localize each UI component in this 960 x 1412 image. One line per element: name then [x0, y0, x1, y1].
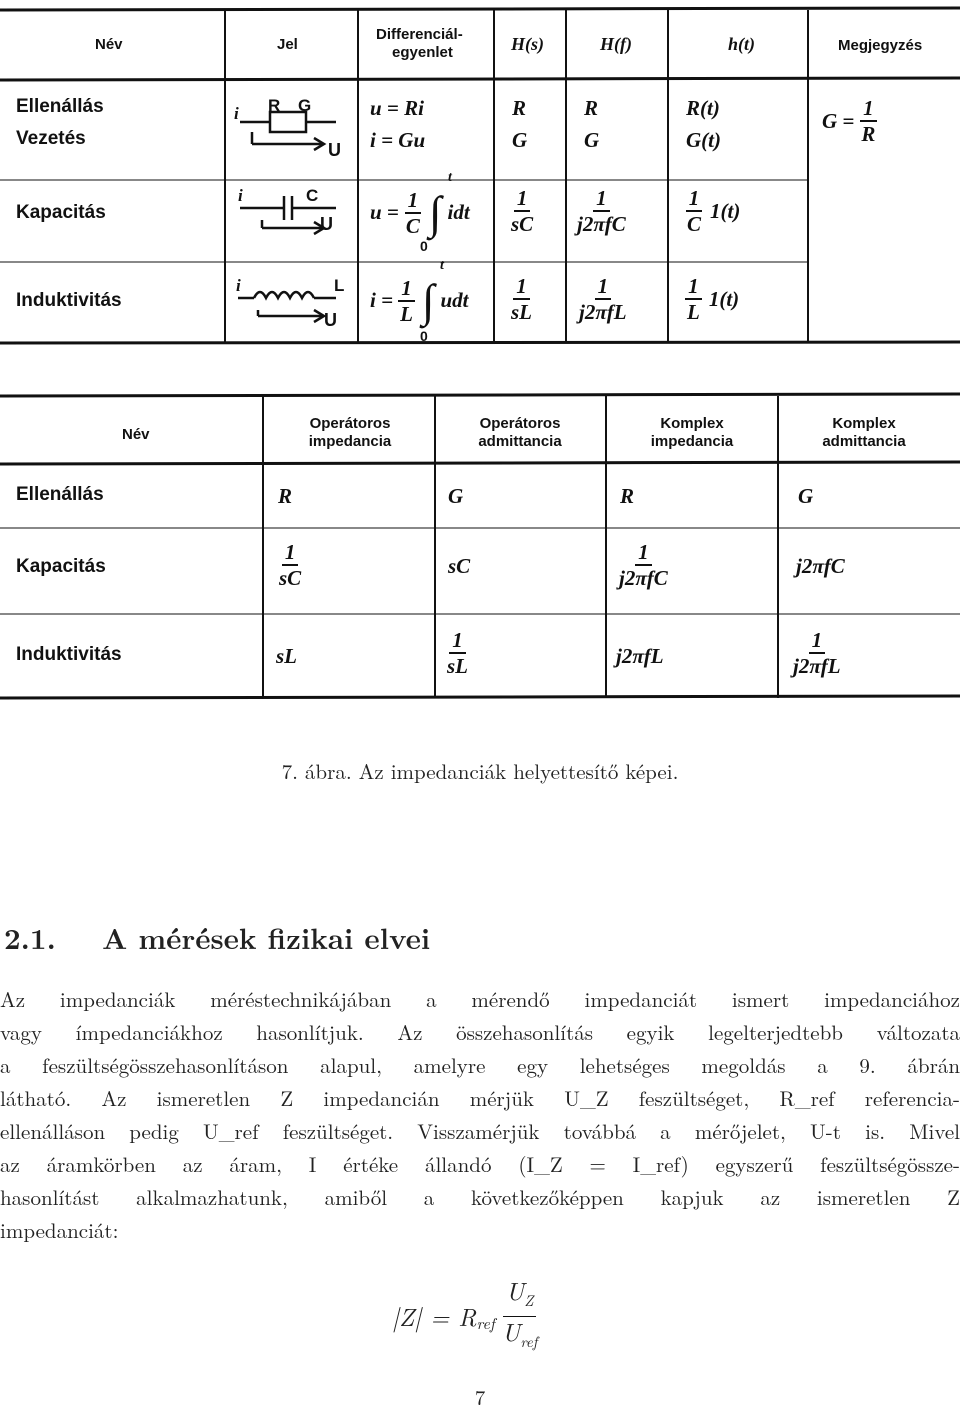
paragraph-line-5: ellenálláson pedig U_ref feszültséget. Visszamérjük továbbá a mérőjelet, U-t is. Mivel [0, 1116, 960, 1146]
t1-row1-hf1: R [584, 96, 599, 120]
t1-row3-hf-num: 1 [595, 274, 612, 300]
t1-row3-hs-den: sL [511, 300, 532, 324]
t1-row3-integral-icon: ∫ [421, 275, 435, 326]
t1-row3-eq-body: udt [440, 288, 469, 312]
t2-row2-c1-num: 1 [282, 540, 299, 566]
t1-row1-name2: Vezetés [16, 128, 86, 149]
t1-header-diffeq-2: egyenlet [392, 44, 453, 61]
t1-row3-eq [370, 274, 469, 327]
t1-header-name: Név [95, 36, 123, 53]
t1-header-ht: h(t) [728, 34, 755, 54]
paragraph-line-3: a feszültségösszehasonlításon alapul, amelyre egy lehetséges megoldás a 9. ábrán [0, 1050, 960, 1080]
display-equation [392, 1273, 540, 1357]
t1-header-diffeq-1: Differenciál- [376, 26, 463, 43]
t1-row1-hs1: R [512, 96, 527, 120]
table-1-grid [0, 0, 960, 360]
t2-row2-c4: j2πfC [796, 554, 845, 578]
t1-row2-name: Kapacitás [16, 202, 106, 223]
t1-row3-eq-num: 1 [398, 276, 415, 302]
paragraph-line-6: az áramkörben az áram, I értéke állandó (I_Z = I_ref) egyszerű feszültségössze- [0, 1149, 960, 1179]
t1-row3-hf-den: j2πfL [579, 300, 627, 324]
t1-row2-eq [370, 186, 470, 239]
t1-row3-ht [684, 274, 739, 324]
equation-den: U [501, 1314, 521, 1349]
t2-header-cx-adm-1: Komplex [832, 415, 896, 432]
equation-lhs-sub: ref [476, 1311, 495, 1334]
t2-header-cx-adm-2: admittancia [822, 433, 906, 450]
t1-row3-hf [576, 274, 630, 324]
equation-num: U [505, 1273, 525, 1308]
paragraph-line-7: hasonlítást alkalmazhatunk, amiből a következőképpen kapjuk az ismeretlen Z [0, 1182, 960, 1212]
t2-header-cx-imp-2: impedancia [650, 433, 734, 450]
t1-row3-int-top: t [440, 258, 444, 273]
t2-row3-c4-num: 1 [809, 628, 826, 654]
t2-row3-c2-den: sL [447, 654, 468, 678]
t2-row2-c3-num: 1 [635, 540, 652, 566]
t1-row2-ht-den: C [687, 212, 702, 236]
paragraph-line-2: vagy ímpedanciákhoz hasonlítjuk. Az összehasonlítás egyik legelterjedtebb változata [0, 1017, 960, 1047]
t1-row3-hs-num: 1 [513, 274, 530, 300]
t1-row2-eq-lhs: u = [370, 200, 399, 224]
section-number: 2.1. [4, 916, 56, 958]
t2-row3-c4-den: j2πfL [793, 654, 841, 678]
t1-row3-int-bot: 0 [420, 328, 428, 344]
t2-row3-c2 [444, 628, 471, 678]
t2-header-name: Név [122, 426, 150, 443]
t1-row2-integral-icon: ∫ [428, 187, 442, 238]
t1-row2-sym-c: C [306, 186, 319, 205]
figure-caption: 7. ábra. Az impedanciák helyettesítő képei. [281, 756, 679, 786]
t1-row3-sym-i: i [236, 276, 241, 295]
capacitor-symbol-icon [232, 186, 352, 246]
t1-row2-int-bot: 0 [420, 238, 428, 254]
t2-row3-name: Induktivitás [16, 644, 122, 665]
t1-row3-ht-den: L [687, 300, 700, 324]
t1-row2-ht [684, 186, 740, 236]
t1-row1-eq2: i = Gu [370, 128, 426, 152]
t1-row1-ht1: R(t) [686, 96, 720, 120]
t1-row3-sym-l: L [334, 276, 345, 295]
t1-row2-hs [508, 186, 536, 236]
t1-row2-sym-u: U [320, 214, 333, 234]
t1-row1-note-den: R [861, 122, 876, 146]
t2-header-op-imp-1: Operátoros [309, 415, 391, 432]
t1-row2-sym-i: i [238, 186, 243, 205]
t1-row1-eq1: u = Ri [370, 96, 424, 120]
t1-row3-name: Induktivitás [16, 290, 122, 311]
t2-header-cx-imp-1: Komplex [660, 415, 724, 432]
t1-row2-hf-den: j2πfC [577, 212, 626, 236]
t1-row3-hs [508, 274, 535, 324]
t1-row1-hs2: G [512, 128, 528, 152]
t2-row1-c4: G [798, 484, 814, 508]
t2-row3-c1: sL [276, 644, 297, 668]
t1-row2-ht-tail: 1(t) [710, 198, 741, 223]
t1-row1-sym-r: R [268, 96, 281, 115]
t1-row1-note [822, 96, 878, 146]
t1-row2-hf-num: 1 [593, 186, 610, 212]
t2-row3-c3: j2πfL [616, 644, 664, 668]
page-number: 7 [474, 1382, 486, 1412]
t2-row2-c3 [616, 540, 671, 590]
t1-header-hf: H(f) [600, 34, 632, 54]
t1-row2-hs-den: sC [511, 212, 534, 236]
t1-row2-eq-num: 1 [405, 188, 422, 214]
t1-row1-name1: Ellenállás [16, 96, 104, 117]
t1-row3-sym-u: U [324, 310, 337, 330]
t1-row1-sym-g: G [298, 96, 312, 115]
t1-header-symbol: Jel [277, 36, 298, 53]
t2-row3-c4 [790, 628, 844, 678]
equation-fraction [499, 1273, 541, 1357]
paragraph-line-4: látható. Az ismeretlen Z impedancián mérjük U_Z feszültséget, R_ref referencia- [0, 1083, 960, 1113]
t2-row2-c1-den: sC [279, 566, 302, 590]
t2-row1-c2: G [448, 484, 464, 508]
t1-header-note: Megjegyzés [838, 37, 923, 54]
t2-header-op-adm-2: admittancia [478, 433, 562, 450]
t2-row1-c1: R [278, 484, 293, 508]
equation-den-sub: ref [520, 1331, 538, 1352]
t2-header-op-adm-1: Operátoros [479, 415, 561, 432]
t1-row2-ht-num: 1 [686, 186, 703, 212]
t2-row1-c3: R [620, 484, 635, 508]
t1-header-hs: H(s) [511, 34, 544, 54]
t1-row2-int-top: t [448, 170, 452, 185]
t1-row1-ht2: G(t) [686, 128, 721, 152]
t1-row3-eq-lhs: i = [370, 288, 394, 312]
t1-row3-ht-tail: 1(t) [708, 286, 740, 311]
t1-row2-hf [574, 186, 629, 236]
t2-row1-name: Ellenállás [16, 484, 104, 505]
t2-row2-c3-den: j2πfC [619, 566, 668, 590]
t1-row1-sym-i: i [234, 104, 239, 123]
t2-row2-c1 [276, 540, 304, 590]
t1-row1-note-num: 1 [860, 96, 877, 122]
t1-row2-eq-den: C [405, 213, 420, 238]
t1-row1-sym-u: U [328, 140, 341, 160]
t1-row2-hs-num: 1 [514, 186, 531, 212]
t1-row1-hf2: G [584, 128, 600, 152]
section-title: A mérések fizikai elvei [102, 916, 431, 958]
section-heading [4, 916, 430, 958]
t1-row3-ht-num: 1 [685, 274, 702, 300]
t1-row3-eq-den: L [400, 301, 413, 326]
t1-row2-eq-body: idt [447, 200, 470, 224]
t2-row2-c2: sC [448, 554, 471, 578]
paragraph-line-8: impedanciát: [0, 1215, 119, 1245]
t2-header-op-imp-2: impedancia [308, 433, 392, 450]
equation-num-sub: Z [524, 1290, 534, 1311]
equation-lhs: |Z| = R [392, 1299, 477, 1334]
paragraph-line-1: Az impedanciák méréstechnikájában a mérendő impedanciát ismert impedanciához [0, 984, 960, 1014]
t2-row2-name: Kapacitás [16, 556, 106, 577]
t2-row3-c2-num: 1 [449, 628, 466, 654]
t1-row1-note-lhs: G = [822, 108, 855, 133]
